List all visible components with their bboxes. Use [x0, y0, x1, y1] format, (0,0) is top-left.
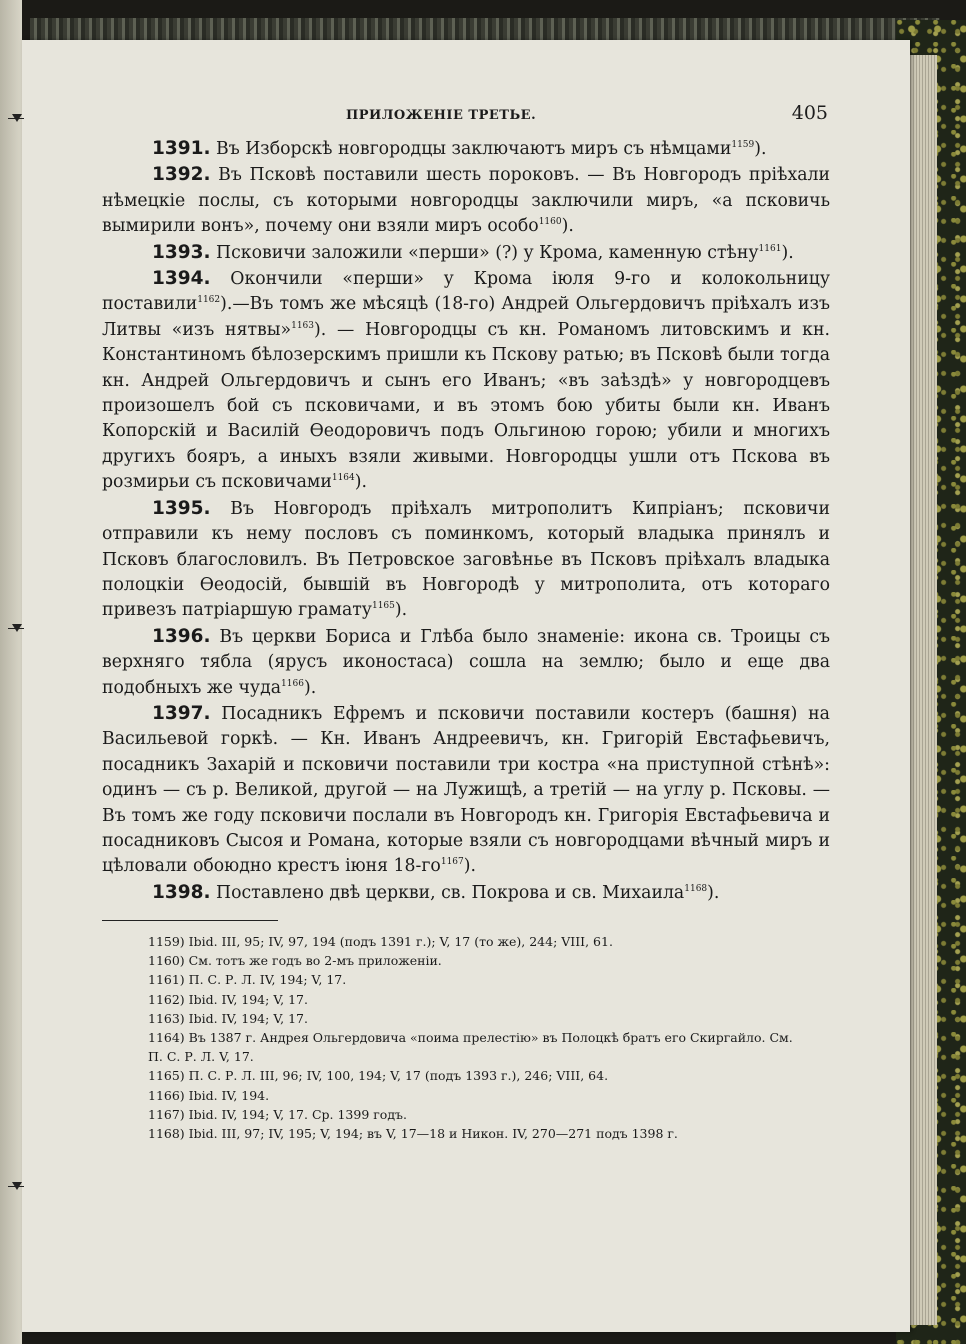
- entry-text: Въ Псковѣ поставили шесть пороковъ. — Въ Новгородъ пріѣхали нѣмецкіе послы, съ которыми новгородцы заключили миръ, «а псковичь вымирили вонъ», почему они взяли миръ особо: [102, 165, 830, 237]
- footnote: 1168) Ibid. III, 97; IV, 195; V, 194; въ V, 17—18 и Никон. IV, 270—271 подъ 1398 г.: [148, 1126, 678, 1142]
- footnote-ref: 1168: [684, 883, 708, 894]
- entry-year: 1396.: [152, 625, 211, 647]
- margin-marker: [8, 628, 24, 629]
- footnote-ref: 1166: [281, 678, 304, 689]
- entry-year: 1392.: [152, 164, 211, 186]
- footnote: 1163) Ibid. IV, 194; V, 17.: [148, 1010, 308, 1026]
- entry-text: Въ церкви Бориса и Глѣба было знаменіе: икона св. Троицы съ верхняго тябла (ярусъ иконостаса) сошла на землю; было и еще два подобныхъ же чуда: [102, 626, 830, 698]
- entry-text: ).: [354, 472, 367, 493]
- footnote-ref: 1159: [731, 140, 755, 150]
- entry-year: 1394.: [152, 268, 211, 290]
- entry-year: 1395.: [152, 497, 211, 519]
- entry-text: ).: [394, 600, 408, 621]
- entry-paragraph: [102, 162, 830, 239]
- footnotes: [148, 932, 808, 1143]
- footnote: 1165) П. С. Р. Л. III, 96; IV, 100, 194; V, 17 (подъ 1393 г.), 246; VIII, 64.: [148, 1068, 609, 1084]
- entry-paragraph: [102, 136, 830, 162]
- entry-text: Псковичи заложили «перши» (?) у Крома, каменную стѣну: [210, 242, 759, 263]
- entry-paragraph: [102, 266, 830, 496]
- entry-text: ).: [303, 677, 317, 698]
- entry-year: 1391.: [152, 138, 211, 159]
- entry-text: Въ Новгородъ пріѣхалъ митрополитъ Кипріанъ; псковичи отправили къ нему пословъ съ поминкомъ, который владыка принялъ и Псковъ благословилъ. Въ Петровское заговѣнье въ Псковъ пріѣхалъ владыка полоцкіи Ѳеодосій, бывшій въ Новгородѣ у митрополита, отъ котораго привезъ патріаршую грамату: [102, 498, 830, 621]
- entry-text: ). — Новгородцы съ кн. Романомъ литовскимъ и кн. Константиномъ бѣлозерскимъ пришли къ Пскову ратью; въ Псковѣ были тогда кн. Андрей Ольгердовичъ и сынъ его Иванъ; «въ заѣздѣ» у новгородцевъ произошелъ бой съ псковичами, и въ этомъ бою убиты были кн. Иванъ Копорскій и Василій Ѳеодоровичъ подъ Ольгиною горою; убили и многихъ другихъ бояръ, а иныхъ взяли живыми. Новгородцы ушли отъ Пскова въ розмирьи съ псковичами: [102, 319, 830, 493]
- entry-text: ).: [463, 856, 476, 877]
- entry-text: Въ Изборскѣ новгородцы заключаютъ миръ съ нѣмцами: [210, 139, 732, 159]
- footnote: 1164) Въ 1387 г. Андрея Ольгердовича «поима прелестію» въ Полоцкѣ братъ его Скиргайло. См. П. С. Р. Л. V, 17.: [148, 1030, 793, 1065]
- margin-marker: [8, 118, 24, 119]
- entry-paragraph: [102, 880, 830, 906]
- footnote: 1166) Ibid. IV, 194.: [148, 1087, 270, 1103]
- entry-paragraph: [102, 240, 830, 266]
- entry-text: ).—Въ томъ же мѣсяцѣ (18-го) Андрей Ольгердовичъ пріѣхалъ изъ Литвы «изъ нятвы»: [102, 294, 830, 340]
- footnote: 1167) Ibid. IV, 194; V, 17. Ср. 1399 годъ.: [148, 1106, 407, 1122]
- entry-text: Поставлено двѣ церкви, св. Покрова и св. Михаила: [210, 882, 685, 903]
- margin-marker: [8, 1186, 24, 1187]
- footnote: 1162) Ibid. IV, 194; V, 17.: [148, 991, 308, 1007]
- footnote-ref: 1163: [291, 320, 314, 331]
- entry-text: Посадникъ Ефремъ и псковичи поставили костеръ (башня) на Васильевой горкѣ. — Кн. Иванъ Андреевичъ, кн. Григорій Евстафьевичъ, посадникъ Захарій и псковичи поставили три костра «на приступной стѣнѣ»: одинъ — съ р. Великой, другой — на Лужищѣ, а третій — на углу р. Псковы. — Въ томъ же году псковичи послали въ Новгородъ кн. Григорія Евстафьевича и посадниковъ Сысоя и Романа, которые взяли съ новгородцами вѣчный миръ и цѣловали обоюдно крестъ іюня 18-го: [102, 703, 830, 877]
- entry-year: 1398.: [152, 881, 211, 903]
- main-text: [102, 136, 830, 906]
- footnote-rule: [102, 920, 278, 921]
- facing-page-edge: [0, 0, 22, 1344]
- footnote: 1161) П. С. Р. Л. IV, 194; V, 17.: [148, 972, 347, 988]
- entry-text: Окончили «перши» у Крома іюля 9-го и колокольницу поставили: [102, 269, 830, 315]
- entry-paragraph: [102, 624, 830, 701]
- entry-paragraph: [102, 496, 830, 624]
- footnote-ref: 1162: [197, 295, 221, 306]
- running-header: [346, 102, 828, 124]
- entry-year: 1393.: [152, 241, 211, 263]
- footnote-ref: 1160: [538, 217, 562, 228]
- footnote-ref: 1161: [758, 243, 782, 254]
- footnote-ref: 1165: [371, 601, 395, 612]
- entry-text: ).: [781, 242, 794, 263]
- footnote: 1160) См. тотъ же годъ во 2-мъ приложеніи.: [148, 953, 442, 969]
- entry-paragraph: [102, 701, 830, 880]
- running-title: ПРИЛОЖЕНІЕ ТРЕТЬЕ.: [346, 108, 537, 123]
- entry-year: 1397.: [152, 702, 211, 724]
- entry-text: ).: [707, 882, 720, 903]
- footnote: 1159) Ibid. III, 95; IV, 97, 194 (подъ 1391 г.); V, 17 (то же), 244; VIII, 61.: [148, 934, 613, 949]
- page-number: 405: [791, 102, 828, 124]
- footnote-ref: 1164: [331, 473, 355, 484]
- entry-text: ).: [754, 139, 767, 159]
- entry-text: ).: [561, 216, 574, 237]
- footnote-ref: 1167: [440, 857, 464, 868]
